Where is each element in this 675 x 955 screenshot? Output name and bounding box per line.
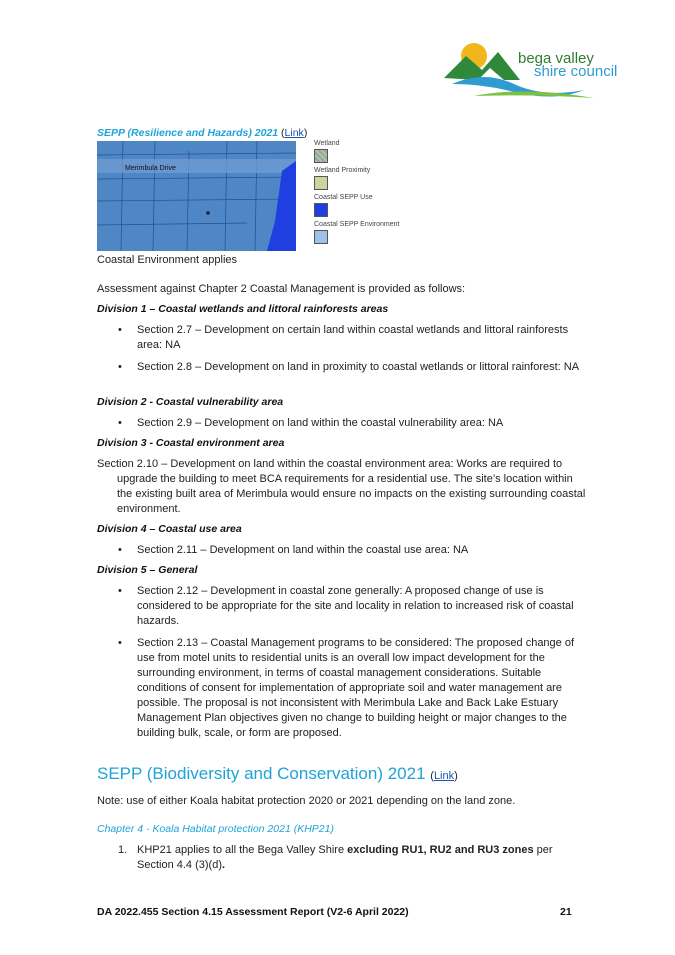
division-4-heading: Division 4 – Coastal use area [97, 523, 242, 535]
koala-note: Note: use of either Koala habitat protection 2020 or 2021 depending on the land zone. [97, 795, 516, 807]
logo-line-1: bega valley [518, 50, 594, 67]
list-item-suffix: per Section 4.4 (3)(d) [137, 844, 553, 871]
list-item: Section 2.7 – Development on certain land within coastal wetlands and littoral rainforests area: NA [137, 324, 569, 351]
legend-label: Coastal SEPP Environment [314, 221, 400, 228]
numbered-list-item [137, 843, 587, 873]
legend-label: Coastal SEPP Use [314, 194, 373, 201]
list-item-bold: excluding RU1, RU2 and RU3 zones [347, 844, 534, 856]
bullet-icon: • [118, 324, 122, 336]
legend-item-wetland [314, 140, 340, 163]
list-item: Section 2.9 – Development on land within the coastal vulnerability area: NA [137, 417, 504, 429]
bullet-icon: • [118, 637, 122, 649]
sepp-resilience-heading: SEPP (Resilience and Hazards) 2021 (Link) [97, 127, 308, 139]
legend-swatch-coastal-use [314, 203, 328, 217]
sepp-resilience-link[interactable]: Link [284, 127, 304, 139]
map-street-label: Merimbula Drive [125, 165, 176, 172]
sepp-biodiversity-heading: SEPP (Biodiversity and Conservation) 2021 (Link) [97, 764, 458, 783]
list-item-end: . [221, 859, 226, 871]
sepp-biodiversity-title: SEPP (Biodiversity and Conservation) 2021 [97, 764, 426, 783]
legend-item-coastal-environment [314, 221, 399, 244]
list-item: Section 2.12 – Development in coastal zone generally: A proposed change of use is considered to be appropriate for the site and locality in relation to increased risk of coastal hazards. [137, 585, 574, 627]
legend-label: Wetland [314, 140, 340, 147]
bullet-icon: • [118, 585, 122, 597]
sepp-biodiversity-link[interactable]: Link [433, 770, 455, 782]
list-item: Section 2.11 – Development on land within the coastal use area: NA [137, 544, 469, 556]
list-item-prefix: KHP21 applies to all the Bega Valley Shire [137, 844, 348, 856]
division-1-heading: Division 1 – Coastal wetlands and littoral rainforests areas [97, 303, 389, 315]
coastal-map-image [97, 141, 296, 251]
bullet-icon: • [118, 417, 122, 429]
legend-item-coastal-use [314, 194, 373, 217]
legend-swatch-coastal-environment [314, 230, 328, 244]
bullet-icon: • [118, 361, 122, 373]
logo-wordmark [518, 52, 617, 78]
division-2-heading: Division 2 - Coastal vulnerability area [97, 396, 284, 408]
division-5-heading: Division 5 – General [97, 564, 198, 576]
sepp-resilience-title: SEPP (Resilience and Hazards) 2021 [97, 127, 279, 139]
footer-title: DA 2022.455 Section 4.15 Assessment Report (V2-6 April 2022) [97, 906, 409, 918]
division-3-text: Section 2.10 – Development on land within the coastal environment area: Works are required to upgrade the building to meet BCA requirements for a residential use. The site’s location within the existing built area of Merimbula would ensure no impacts on the existing surrounding coastal environment. [97, 458, 586, 515]
logo-line-2: shire council [534, 63, 618, 80]
legend-swatch-wetland-proximity [314, 176, 328, 190]
page-number: 21 [560, 906, 572, 918]
assessment-intro: Assessment against Chapter 2 Coastal Management is provided as follows: [97, 283, 466, 295]
division-3-heading: Division 3 - Coastal environment area [97, 437, 285, 449]
legend-label: Wetland Proximity [314, 167, 371, 174]
legend-swatch-wetland [314, 149, 328, 163]
list-item: Section 2.8 – Development on land in proximity to coastal wetlands or littoral rainforest: NA [137, 361, 580, 373]
list-item: Section 2.13 – Coastal Management programs to be considered: The proposed change of use from motel units to residential units is an overall low impact development for the surrounding environment, in terms of coastal management considerations. Suitable conditions of consent for implementation of appropriate soil and water management are possible. The proposal is not inconsistent with Merimbula Lake and Back Lake Estuary Management Plan objectives given no change to building height or major changes to the building bulk, scale, or form are proposed. [137, 637, 575, 739]
chapter-4-heading: Chapter 4 - Koala Habitat protection 2021 (KHP21) [97, 823, 334, 835]
legend-item-wetland-proximity [314, 167, 370, 190]
map-caption: Coastal Environment applies [97, 254, 238, 266]
bullet-icon: • [118, 544, 122, 556]
list-number: 1. [118, 844, 128, 856]
